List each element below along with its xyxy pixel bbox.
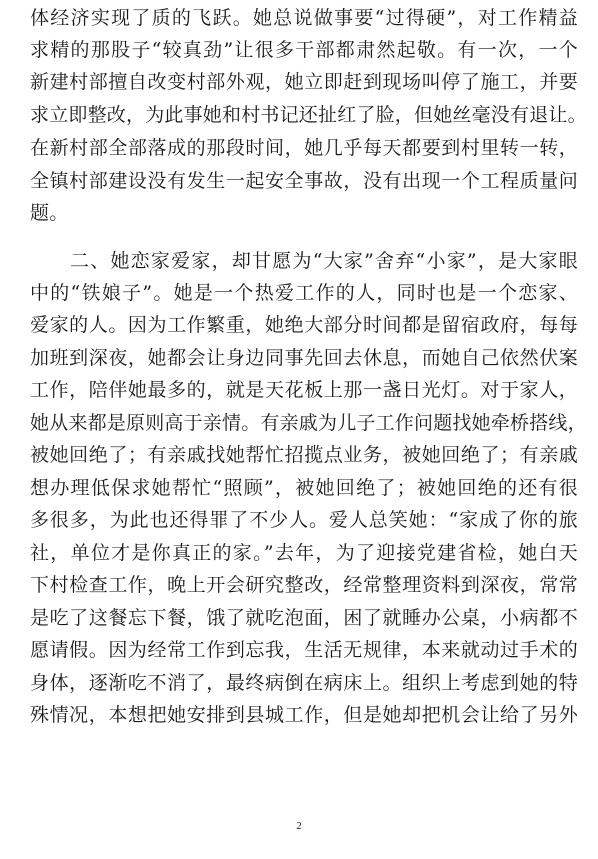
text-line: 求立即整改，为此事她和村书记还扯红了脸，但她丝毫没有退让。	[30, 104, 587, 126]
text-line: 多很多，为此也还得罪了不少人。爱人总笑她：“家成了你的旅	[30, 509, 578, 531]
text-line: 体经济实现了质的飞跃。她总说做事要“过得硬”，对工作精益	[30, 7, 578, 29]
text-line: 二、她恋家爱家，却甘愿为“大家”舍弃“小家”，是大家眼	[70, 250, 578, 272]
text-line: 是吃了这餐忘下餐，饿了就吃泡面，困了就睡办公桌，小病都不	[30, 607, 578, 629]
text-line: 她从来都是原则高于亲情。有亲戚为儿子工作问题找她牵桥搭线，	[30, 412, 587, 434]
text-line: 愿请假。因为经常工作到忘我，生活无规律，本来就动过手术的	[30, 639, 578, 661]
text-line: 全镇村部建设没有发生一起安全事故，没有出现一个工程质量问	[30, 170, 578, 192]
text-line: 新建村部擅自改变村部外观，她立即赶到现场叫停了施工，并要	[30, 71, 578, 93]
text-line: 身体，逐渐吃不消了，最终病倒在病床上。组织上考虑到她的特	[30, 672, 578, 694]
text-line: 想办理低保求她帮忙“照顾”，被她回绝了；被她回绝的还有很	[30, 477, 578, 499]
text-line: 中的“铁娘子”。她是一个热爱工作的人，同时也是一个恋家、	[30, 282, 578, 304]
text-line: 殊情况，本想把她安排到县城工作，但是她却把机会让给了另外	[30, 704, 578, 726]
text-line: 加班到深夜，她都会让身边同事先回去休息，而她自己依然伏案	[30, 347, 578, 369]
text-line: 求精的那股子“较真劲”让很多干部都肃然起敬。有一次，一个	[30, 39, 578, 61]
text-line: 社，单位才是你真正的家。”去年，为了迎接党建省检，她白天	[30, 542, 578, 564]
text-line: 题。	[30, 202, 69, 224]
text-line: 下村检查工作，晚上开会研究整改，经常整理资料到深夜，常常	[30, 574, 578, 596]
text-line: 爱家的人。因为工作繁重，她绝大部分时间都是留宿政府，每每	[30, 314, 578, 336]
page-number: 2	[296, 820, 302, 832]
text-line: 被她回绝了；有亲戚找她帮忙招揽点业务，被她回绝了；有亲戚	[30, 444, 578, 466]
text-line: 工作，陪伴她最多的，就是天花板上那一盏日光灯。对于家人，	[30, 379, 578, 401]
text-line: 在新村部全部落成的那段时间，她几乎每天都要到村里转一转，	[30, 137, 578, 159]
